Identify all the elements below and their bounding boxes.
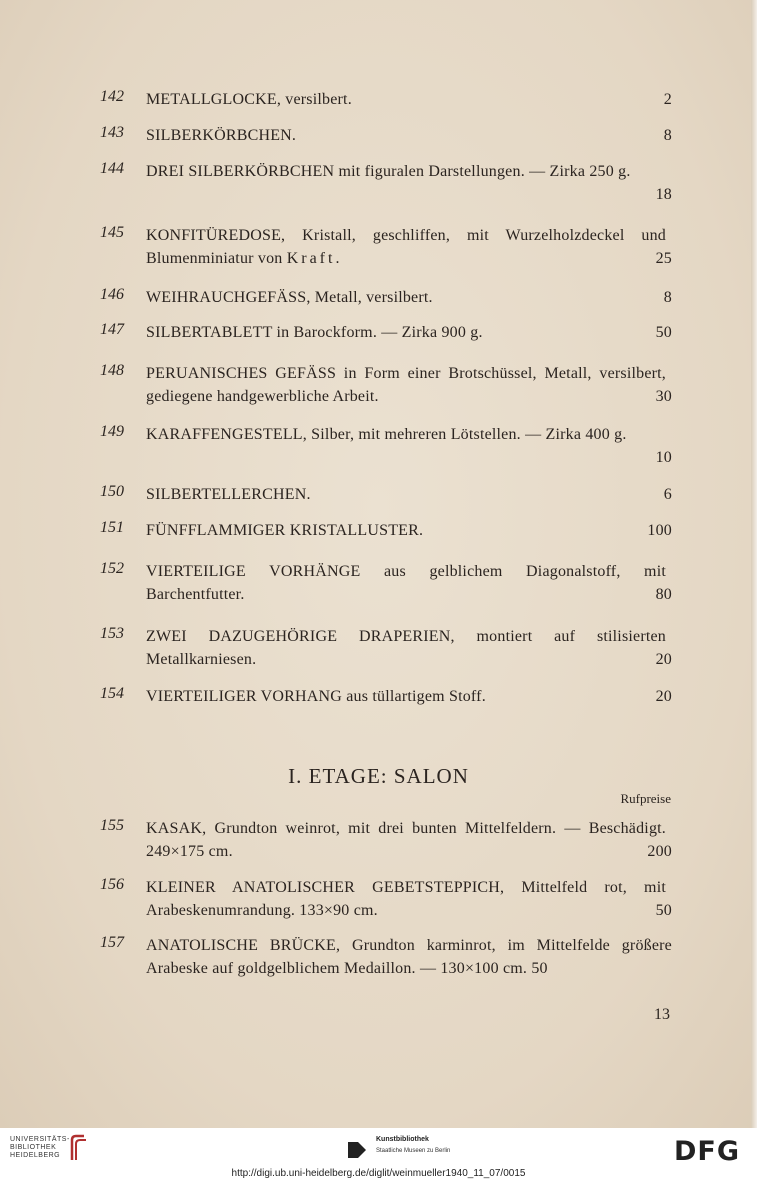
lot-description: KARAFFENGESTELL, Silber, mit mehreren Lötstellen. — Zirka 400 g.	[146, 426, 627, 443]
lot-entry	[100, 934, 672, 980]
university-line: UNIVERSITÄTS-	[10, 1136, 70, 1143]
artist-name: Kraft	[286, 250, 336, 267]
digitization-footer	[0, 1128, 757, 1180]
price-column-heading: Rufpreise	[620, 791, 671, 806]
lot-description: ZWEI DAZUGEHÖRIGE DRAPERIEN, montiert auf stilisierten Metallkarniesen.	[146, 628, 666, 668]
kunstbibliothek-title: Kunstbibliothek	[376, 1136, 429, 1143]
lot-number: 153	[100, 625, 124, 642]
university-line: BIBLIOTHEK	[10, 1144, 57, 1151]
lot-price: 20	[655, 688, 672, 705]
lot-price: 50	[531, 960, 548, 977]
lot-number: 155	[100, 817, 124, 834]
lot-price: 18	[655, 186, 672, 203]
section-title: I. ETAGE: SALON	[288, 764, 469, 788]
lot-description: SILBERTABLETT in Barockform. — Zirka 900 g.	[146, 324, 483, 341]
lot-number: 151	[100, 519, 124, 536]
lot-number: 156	[100, 876, 124, 893]
lot-number: 150	[100, 483, 124, 500]
lot-description: KLEINER ANATOLISCHER GEBETSTEPPICH, Mittelfeld rot, mit Arabeskenumrandung. 133×90 cm.	[146, 879, 666, 919]
lot-number: 145	[100, 224, 124, 241]
lot-number: 148	[100, 362, 124, 379]
lot-price: 2	[663, 91, 672, 108]
dfg-logo: DFG	[674, 1136, 741, 1167]
lot-price: 20	[655, 651, 672, 668]
lot-price: 50	[655, 324, 672, 341]
lot-price: 50	[655, 902, 672, 919]
lot-description: VIERTEILIGER VORHANG aus tüllartigem Stoff.	[146, 688, 486, 705]
lot-entry	[100, 876, 672, 922]
lot-number: 142	[100, 88, 124, 105]
lot-description: FÜNFFLAMMIGER KRISTALLUSTER.	[146, 522, 424, 539]
lot-price: 80	[655, 586, 672, 603]
lot-entry	[100, 625, 672, 671]
lot-entry	[100, 685, 672, 708]
lot-entry	[100, 160, 672, 203]
lot-price: 30	[655, 388, 672, 405]
lot-price: 6	[663, 486, 672, 503]
lot-entry	[100, 362, 672, 408]
lot-description: KONFITÜREDOSE, Kristall, geschliffen, mit Wurzelholzdeckel und Blumenminiatur von	[146, 227, 666, 267]
lot-number: 147	[100, 321, 124, 338]
university-seal-icon	[68, 1134, 88, 1162]
lot-description: METALLGLOCKE, versilbert.	[146, 91, 352, 108]
page-edge	[751, 0, 757, 1128]
lot-description-end: .	[335, 250, 340, 267]
lot-entry	[100, 483, 672, 506]
lot-price: 25	[655, 250, 672, 267]
lot-entry	[100, 286, 672, 309]
lot-description: VIERTEILIGE VORHÄNGE aus gelblichem Diagonalstoff, mit Barchentfutter.	[146, 563, 666, 603]
lot-number: 143	[100, 124, 124, 141]
lot-entry	[100, 423, 672, 466]
lot-description: SILBERTELLERCHEN.	[146, 486, 311, 503]
lot-number: 152	[100, 560, 124, 577]
lot-description: WEIHRAUCHGEFÄSS, Metall, versilbert.	[146, 289, 433, 306]
lot-number: 154	[100, 685, 124, 702]
lot-entry	[100, 519, 672, 542]
lot-description: ANATOLISCHE BRÜCKE, Grundton karminrot, im Mittelfelde größere Arabeske auf goldgelblichem Medaillon. — 130×100 cm.	[146, 937, 672, 977]
kunstbibliothek-subtitle: Staatliche Museen zu Berlin	[376, 1148, 451, 1154]
lot-price: 10	[655, 449, 672, 466]
lot-price: 100	[647, 522, 672, 539]
lot-number: 146	[100, 286, 124, 303]
lot-price: 8	[663, 289, 672, 306]
lot-number: 149	[100, 423, 124, 440]
lot-description: DREI SILBERKÖRBCHEN mit figuralen Darstellungen. — Zirka 250 g.	[146, 163, 631, 180]
university-line: HEIDELBERG	[10, 1152, 61, 1159]
lot-entry	[100, 124, 672, 147]
lot-description: KASAK, Grundton weinrot, mit drei bunten Mittelfeldern. — Beschädigt. 249×175 cm.	[146, 820, 666, 860]
lot-description: SILBERKÖRBCHEN.	[146, 127, 297, 144]
lot-price: 200	[647, 843, 672, 860]
lot-entry	[100, 224, 672, 270]
lot-price: 8	[663, 127, 672, 144]
lot-number: 144	[100, 160, 124, 177]
lot-entry	[100, 88, 672, 111]
lot-description: PERUANISCHES GEFÄSS in Form einer Brotschüssel, Metall, versilbert, gediegene handgewerbliche Arbeit.	[146, 365, 666, 405]
page-number: 13	[654, 1006, 670, 1023]
source-url[interactable]: http://digi.ub.uni-heidelberg.de/diglit/weinmueller1940_11_07/0015	[231, 1168, 526, 1179]
lot-number: 157	[100, 934, 124, 951]
lot-entry	[100, 321, 672, 344]
kunstbibliothek-icon	[346, 1138, 368, 1162]
university-library-logo	[10, 1136, 70, 1160]
lot-entry	[100, 560, 672, 606]
lot-entry	[100, 817, 672, 863]
